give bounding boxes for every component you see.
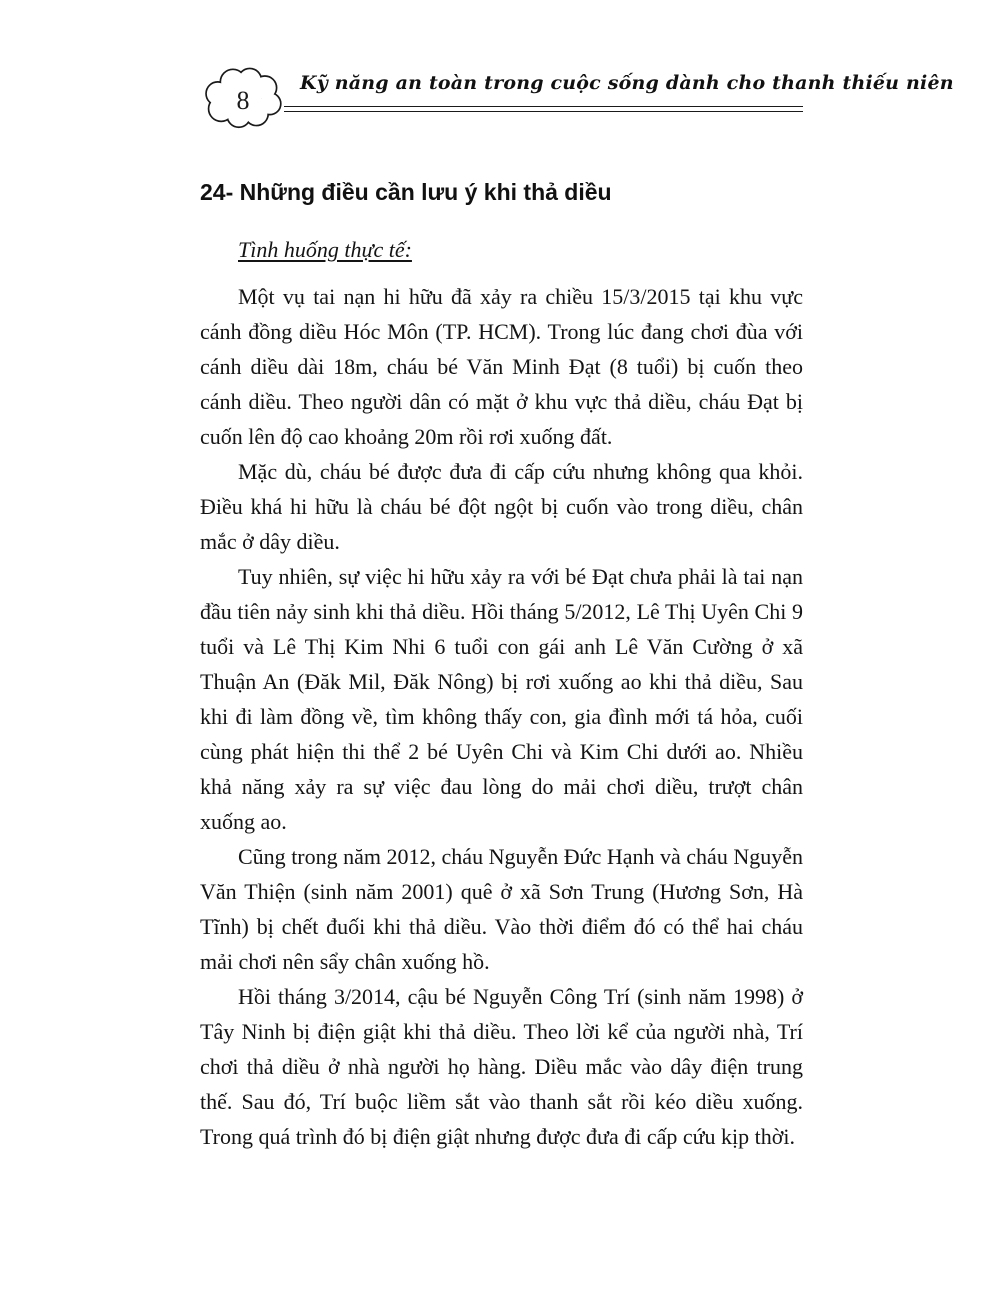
body-paragraphs <box>200 279 803 1154</box>
running-title: Kỹ năng an toàn trong cuộc sống dành cho thanh thiếu niên <box>300 72 954 94</box>
body-paragraph: Một vụ tai nạn hi hữu đã xảy ra chiều 15/3/2015 tại khu vực cánh đồng diều Hóc Môn (TP. HCM). Trong lúc đang chơi đùa với cánh diều dài 18m, cháu bé Văn Minh Đạt (8 tuổi) bị cuốn theo cánh diều. Theo người dân có mặt ở khu vực thả diều, cháu Đạt bị cuốn lên độ cao khoảng 20m rồi rơi xuống đất. <box>200 284 803 449</box>
page-number-badge <box>201 64 285 130</box>
body-paragraph: Cũng trong năm 2012, cháu Nguyễn Đức Hạnh và cháu Nguyễn Văn Thiện (sinh năm 2001) quê ở xã Sơn Trung (Hương Sơn, Hà Tĩnh) bị chết đuối khi thả diều. Vào thời điểm đó có thể hai cháu mải chơi nên sẩy chân xuống hồ. <box>200 844 803 974</box>
page-content <box>200 178 803 1154</box>
scenario-subheading: Tình huống thực tế: <box>238 237 412 262</box>
page-number: 8 <box>236 86 250 115</box>
section-heading: 24- Những điều cần lưu ý khi thả diều <box>200 179 612 205</box>
header-divider <box>284 106 803 112</box>
body-paragraph: Mặc dù, cháu bé được đưa đi cấp cứu nhưng không qua khỏi. Điều khá hi hữu là cháu bé đột ngột bị cuốn vào trong diều, chân mắc ở dây diều. <box>200 459 803 554</box>
body-paragraph: Tuy nhiên, sự việc hi hữu xảy ra với bé Đạt chưa phải là tai nạn đầu tiên nảy sinh khi thả diều. Hồi tháng 5/2012, Lê Thị Uyên Chi 9 tuổi và Lê Thị Kim Nhi 6 tuổi con gái anh Lê Văn Cường ở xã Thuận An (Đăk Mil, Đăk Nông) bị rơi xuống ao khi thả diều, Sau khi đi làm đồng về, tìm không thấy con, gia đình mới tá hỏa, cuối cùng phát hiện thi thể 2 bé Uyên Chi và Kim Chi dưới ao. Nhiều khả năng xảy ra sự việc đau lòng do mải chơi diều, trượt chân xuống ao. <box>200 564 803 834</box>
body-paragraph: Hồi tháng 3/2014, cậu bé Nguyễn Công Trí (sinh năm 1998) ở Tây Ninh bị điện giật khi thả diều. Theo lời kể của người nhà, Trí chơi thả diều ở nhà người họ hàng. Diều mắc vào dây điện trung thế. Sau đó, Trí buộc liềm sắt vào thanh sắt rồi kéo diều xuống. Trong quá trình đó bị điện giật nhưng được đưa đi cấp cứu kịp thời. <box>200 984 803 1149</box>
